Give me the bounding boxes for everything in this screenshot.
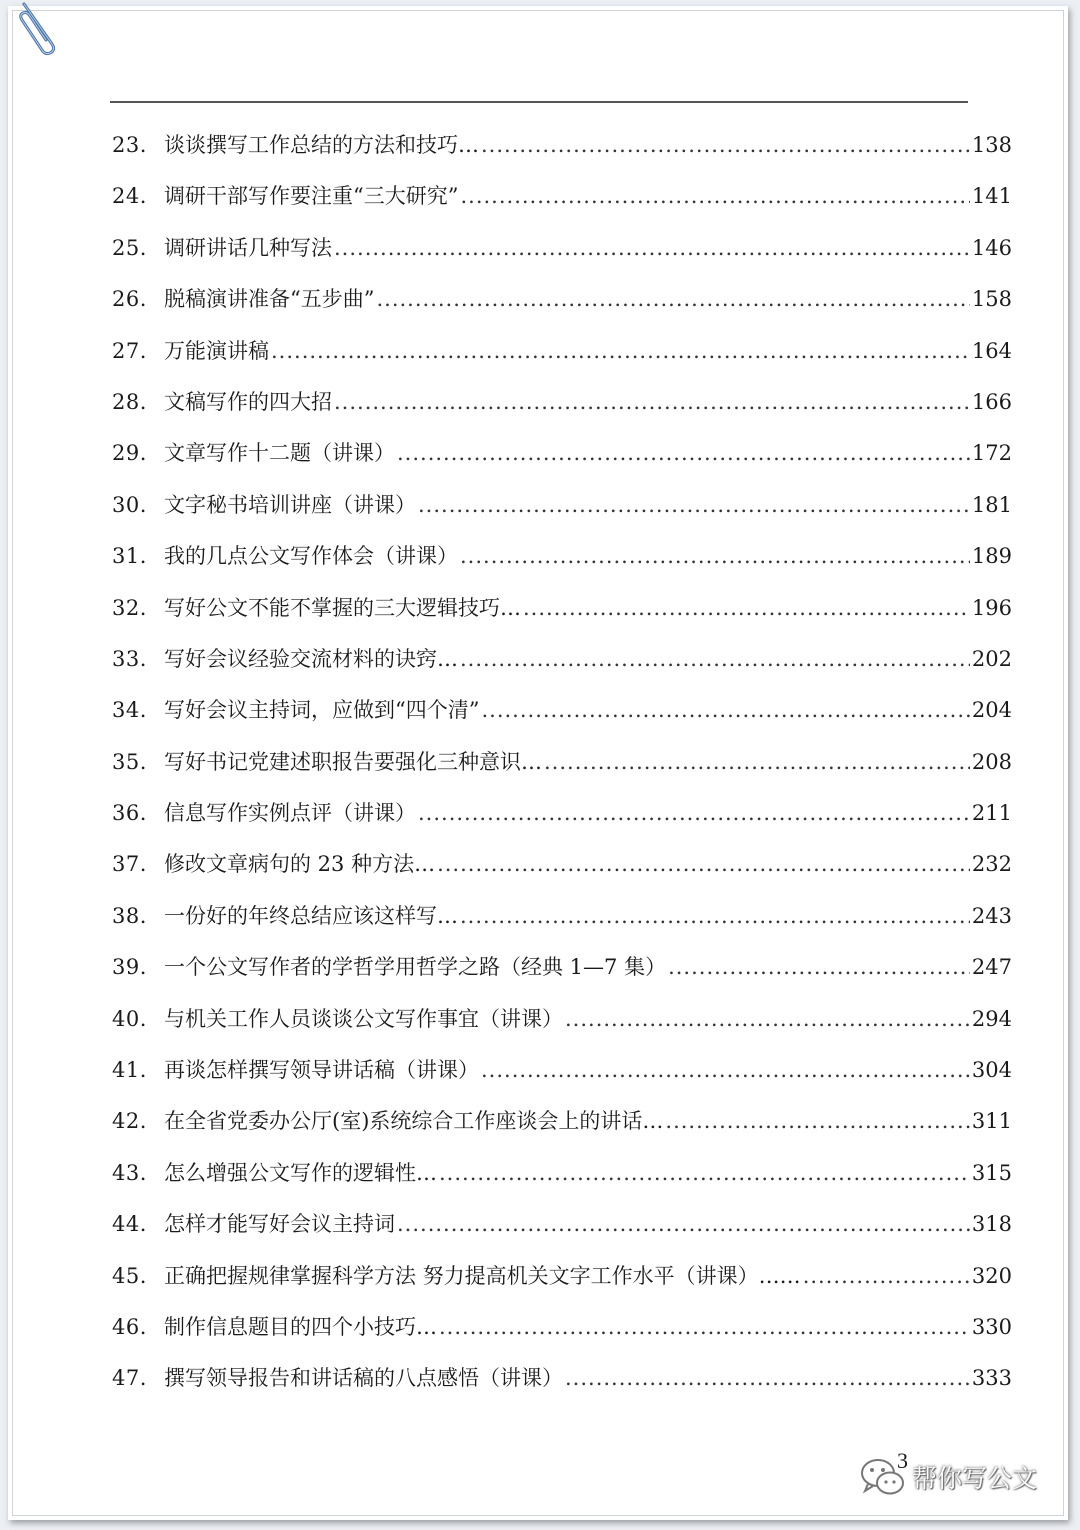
toc-entry-title: 我的几点公文写作体会（讲课） [164, 544, 458, 569]
toc-entry-number: 44. [112, 1212, 147, 1237]
toc-entry-number: 25. [112, 235, 147, 260]
toc-entry-title: 脱稿演讲准备“五步曲” [164, 287, 375, 312]
toc-entry-number: 46. [112, 1314, 147, 1339]
toc-entry-page: 158 [971, 287, 1012, 312]
toc-entry-page: 247 [971, 955, 1012, 980]
watermark [858, 1456, 1037, 1498]
toc-entry[interactable] [112, 1199, 1012, 1250]
toc-entry-number: 41. [112, 1058, 147, 1083]
table-of-contents [112, 120, 1012, 1405]
toc-entry-page: 211 [971, 801, 1012, 826]
toc-entry-title: 万能演讲稿 [164, 338, 269, 363]
toc-entry[interactable] [112, 531, 1012, 582]
toc-entry-page: 330 [971, 1314, 1012, 1339]
toc-entry-page: 196 [971, 595, 1012, 620]
toc-entry-number: 35. [112, 749, 147, 774]
toc-dot-leader [334, 377, 970, 428]
toc-dot-leader [803, 1251, 970, 1302]
toc-entry-title: 正确把握规律掌握科学方法 努力提高机关文字工作水平（讲课）…… [164, 1263, 801, 1288]
toc-entry-title: 调研讲话几种写法 [164, 235, 332, 260]
toc-dot-leader [439, 1148, 970, 1199]
toc-entry-number: 36. [112, 801, 147, 826]
toc-dot-leader [418, 788, 970, 839]
toc-entry-number: 24. [112, 184, 147, 209]
toc-entry[interactable] [112, 1045, 1012, 1096]
toc-entry-title: 文稿写作的四大招 [164, 389, 332, 414]
toc-entry-page: 318 [971, 1212, 1012, 1237]
toc-entry-number: 45. [112, 1263, 147, 1288]
toc-entry[interactable] [112, 737, 1012, 788]
toc-entry-page: 138 [971, 133, 1012, 157]
toc-entry-number: 29. [112, 441, 147, 466]
toc-entry[interactable] [112, 994, 1012, 1045]
toc-dot-leader [460, 891, 970, 942]
toc-entry-title: 怎么增强公文写作的逻辑性… [164, 1160, 437, 1185]
toc-dot-leader [544, 737, 970, 788]
toc-entry-title: 写好会议主持词，应做到“四个清” [164, 698, 480, 723]
toc-dot-leader [565, 1353, 970, 1404]
toc-entry[interactable] [112, 891, 1012, 942]
toc-dot-leader [397, 1199, 970, 1250]
toc-entry-page: 189 [971, 544, 1012, 569]
header-rule [110, 101, 968, 103]
toc-entry[interactable] [112, 1096, 1012, 1147]
toc-dot-leader [668, 942, 970, 993]
toc-entry-page: 181 [971, 492, 1012, 517]
toc-dot-leader [481, 1045, 970, 1096]
toc-dot-leader [460, 634, 970, 685]
toc-dot-leader [271, 326, 970, 377]
toc-entry-title: 撰写领导报告和讲话稿的八点感悟（讲课） [164, 1366, 563, 1391]
toc-entry[interactable] [112, 1148, 1012, 1199]
toc-entry-title: 文章写作十二题（讲课） [164, 441, 395, 466]
toc-entry[interactable] [112, 1353, 1012, 1404]
toc-entry[interactable] [112, 1302, 1012, 1353]
toc-dot-leader [439, 1302, 970, 1353]
toc-entry-number: 33. [112, 646, 147, 671]
toc-dot-leader [565, 994, 970, 1045]
toc-entry-page: 311 [971, 1109, 1012, 1134]
toc-entry-number: 38. [112, 903, 147, 928]
toc-dot-leader [418, 480, 970, 531]
toc-entry-page: 202 [971, 646, 1012, 671]
toc-entry-number: 34. [112, 698, 147, 723]
toc-entry-page: 172 [971, 441, 1012, 466]
toc-entry-title: 调研干部写作要注重“三大研究” [164, 184, 459, 209]
toc-entry-title: 修改文章病句的 23 种方法… [164, 852, 436, 877]
toc-entry-number: 42. [112, 1109, 147, 1134]
toc-entry-page: 333 [971, 1366, 1012, 1391]
toc-entry-page: 320 [971, 1263, 1012, 1288]
toc-entry-title: 信息写作实例点评（讲课） [164, 801, 416, 826]
toc-entry[interactable] [112, 428, 1012, 479]
toc-entry-number: 27. [112, 338, 147, 363]
toc-entry-page: 141 [971, 184, 1012, 209]
toc-entry-title: 一份好的年终总结应该这样写… [164, 903, 458, 928]
toc-dot-leader [481, 685, 969, 736]
toc-entry-number: 28. [112, 389, 147, 414]
toc-entry[interactable] [112, 223, 1012, 274]
toc-entry[interactable] [112, 377, 1012, 428]
toc-dot-leader [460, 531, 970, 582]
toc-entry[interactable] [112, 839, 1012, 890]
toc-entry-page: 146 [971, 235, 1012, 260]
toc-entry[interactable] [112, 274, 1012, 325]
toc-entry-title: 制作信息题目的四个小技巧… [164, 1314, 437, 1339]
toc-entry-number: 37. [112, 852, 147, 877]
toc-entry-title: 写好公文不能不掌握的三大逻辑技巧… [164, 595, 521, 620]
toc-entry-title: 一个公文写作者的学哲学用哲学之路（经典 1—7 集） [164, 955, 667, 980]
toc-entry-number: 23. [112, 133, 147, 157]
toc-dot-leader [481, 120, 970, 171]
toc-entry-number: 47. [112, 1366, 147, 1391]
toc-entry-page: 243 [971, 903, 1012, 928]
toc-entry-page: 166 [971, 389, 1012, 414]
toc-dot-leader [460, 171, 969, 222]
toc-entry-page: 294 [971, 1006, 1012, 1031]
toc-entry[interactable] [112, 480, 1012, 531]
toc-entry-number: 43. [112, 1160, 147, 1185]
watermark-text: 帮你写公文 [912, 1464, 1038, 1493]
toc-entry-page: 315 [971, 1160, 1012, 1185]
wechat-icon [858, 1456, 908, 1498]
toc-entry-number: 32. [112, 595, 147, 620]
toc-entry-title: 文字秘书培训讲座（讲课） [164, 492, 416, 517]
toc-entry-title: 写好书记党建述职报告要强化三种意识… [164, 749, 542, 774]
toc-entry-number: 31. [112, 544, 147, 569]
toc-entry-title: 写好会议经验交流材料的诀窍… [164, 646, 458, 671]
toc-entry-title: 在全省党委办公厅(室)系统综合工作座谈会上的讲话… [164, 1109, 664, 1134]
toc-entry[interactable] [112, 685, 1012, 736]
toc-entry-page: 208 [971, 749, 1012, 774]
toc-entry-title: 谈谈撰写工作总结的方法和技巧… [164, 133, 479, 157]
toc-dot-leader [334, 223, 970, 274]
toc-entry[interactable] [112, 171, 1012, 222]
toc-entry[interactable] [112, 788, 1012, 839]
toc-entry[interactable] [112, 942, 1012, 993]
toc-entry-title: 与机关工作人员谈谈公文写作事宜（讲课） [164, 1006, 563, 1031]
toc-dot-leader [376, 274, 969, 325]
toc-entry[interactable] [112, 1251, 1012, 1302]
toc-dot-leader [437, 839, 970, 890]
toc-dot-leader [665, 1096, 970, 1147]
toc-entry-page: 232 [971, 852, 1012, 877]
toc-dot-leader [397, 428, 970, 479]
toc-entry[interactable] [112, 326, 1012, 377]
toc-entry-title: 再谈怎样撰写领导讲话稿（讲课） [164, 1058, 479, 1083]
toc-entry-page: 164 [971, 338, 1012, 363]
toc-entry-number: 39. [112, 955, 147, 980]
toc-entry-title: 怎样才能写好会议主持词 [164, 1212, 395, 1237]
toc-entry-page: 204 [971, 698, 1012, 723]
toc-entry-number: 30. [112, 492, 147, 517]
toc-entry[interactable] [112, 120, 1012, 171]
toc-entry-page: 304 [971, 1058, 1012, 1083]
paperclip-icon [14, 0, 58, 56]
toc-entry[interactable] [112, 583, 1012, 634]
toc-entry[interactable] [112, 634, 1012, 685]
toc-dot-leader [523, 583, 970, 634]
toc-entry-number: 40. [112, 1006, 147, 1031]
toc-entry-number: 26. [112, 287, 147, 312]
page-number: 3 [897, 1448, 908, 1473]
